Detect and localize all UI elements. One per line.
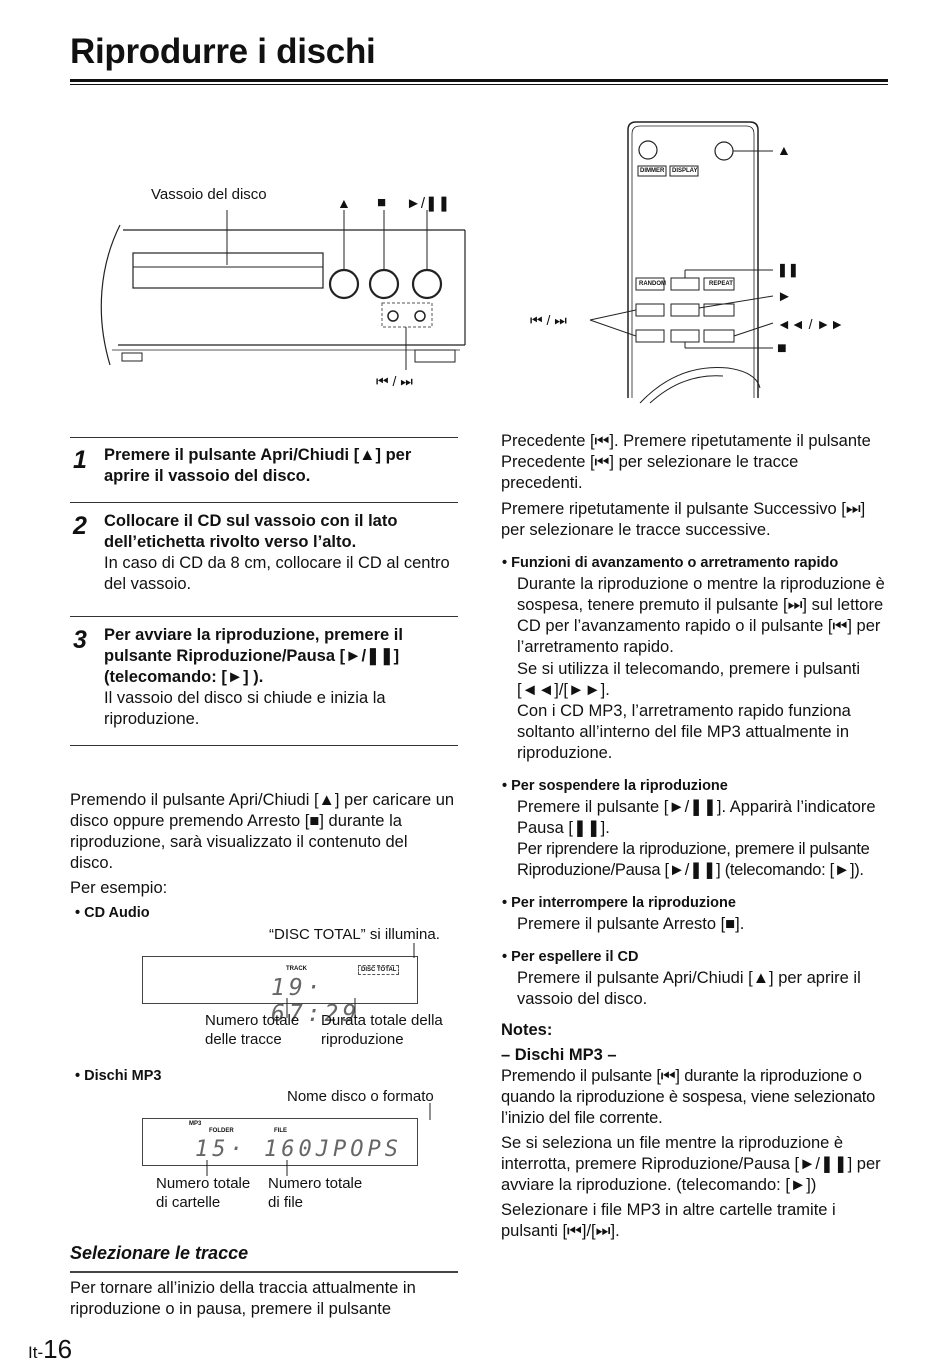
bullet-title-stop: • Per interrompere la riproduzione	[502, 895, 736, 911]
cd-audio-label: • CD Audio	[75, 905, 150, 921]
lcd1-caption-tracks: Numero totale delle tracce	[205, 1012, 300, 1048]
example-label: Per esempio:	[70, 879, 168, 897]
step-3-detail: Il vassoio del disco si chiude e inizia la riproduzione.	[104, 689, 386, 728]
notes-heading: Notes:	[501, 1021, 553, 1039]
remote-search-symbol: ◄◄ / ►►	[777, 316, 845, 332]
lcd2-leaders	[200, 1100, 440, 1180]
lcd2-caption-folders: Numero totale di cartelle	[156, 1175, 251, 1211]
mp3-label: • Dischi MP3	[75, 1068, 162, 1084]
lcd1-caption-time: Durata totale della riproduzione	[321, 1012, 443, 1048]
bullet-text-pause: Premere il pulsante [►/❚❚]. Apparirà l’indicatore Pausa [❚❚].	[517, 798, 876, 837]
note-3: Selezionare i file MP3 in altre cartelle tramite i pulsanti [⏮]/[⏭].	[501, 1201, 836, 1240]
lcd-track-label: TRACK	[286, 966, 307, 972]
step-divider	[70, 616, 458, 617]
step-number: 1	[73, 446, 87, 474]
title-rule	[70, 79, 888, 82]
remote-dimmer-label: DIMMER	[640, 168, 665, 174]
bullet-text-search: Durante la riproduzione o mentre la riproduzione è sospesa, tenere premuto il pulsante [⏭] sul lettore CD per l’avanzamento rapido o il pulsante [⏮] per l’arretramento rapido.	[517, 575, 885, 656]
step-2-text: Collocare il CD sul vassoio con il lato dell’etichetta rivolto verso l’alto.	[104, 512, 398, 551]
lcd-digits: 15· 160JPOPS	[195, 1137, 402, 1162]
step-2-detail: In caso di CD da 8 cm, collocare il CD al centro del vassoio.	[104, 554, 450, 593]
remote-random-label: RANDOM	[639, 281, 666, 287]
lcd-mp3-label: MP3	[189, 1121, 202, 1127]
bullet-title-eject: • Per espellere il CD	[502, 949, 639, 965]
lcd-folder-label: FOLDER	[209, 1128, 234, 1134]
page-title: Riprodurre i dischi	[70, 32, 376, 71]
remote-illustration	[528, 118, 848, 408]
lcd-disctotal-label: DISC TOTAL	[358, 965, 399, 975]
remote-repeat-label: REPEAT	[709, 281, 733, 287]
bullet-text-stop: Premere il pulsante Arresto [■].	[517, 915, 745, 933]
intro-paragraph: Premendo il pulsante Apri/Chiudi [▲] per caricare un disco oppure premendo Arresto [■] durante la riproduzione, sarà visualizzato il contenuto del disco.	[70, 791, 455, 872]
notes-subheading: – Dischi MP3 –	[501, 1046, 617, 1064]
tray-label: Vassoio del disco	[151, 186, 267, 203]
skip-symbol: ⏮ / ⏭	[376, 373, 413, 389]
right-paragraph-2: Premere ripetutamente il pulsante Successivo [⏭] per selezionare le tracce successive.	[501, 500, 866, 539]
step-divider	[70, 437, 458, 438]
section-heading: Selezionare le tracce	[70, 1243, 249, 1263]
bullet-title-search: • Funzioni di avanzamento o arretramento rapido	[502, 555, 839, 571]
title-rule-thin	[70, 84, 888, 85]
bullet-text-search-remote: Se si utilizza il telecomando, premere i pulsanti [◄◄]/[►►].	[517, 660, 860, 699]
step-1-text: Premere il pulsante Apri/Chiudi [▲] per aprire il vassoio del disco.	[104, 446, 412, 485]
lcd1-leaders	[200, 940, 420, 1020]
bullet-text-search-mp3: Con i CD MP3, l’arretramento rapido funziona soltanto all’interno del file MP3 attualmente in riproduzione.	[517, 702, 851, 762]
remote-display-label: DISPLAY	[672, 168, 698, 174]
remote-stop-symbol: ■	[777, 340, 787, 357]
step-number: 2	[73, 512, 87, 540]
remote-eject-symbol: ▲	[777, 142, 791, 158]
step-3-text: Per avviare la riproduzione, premere il pulsante Riproduzione/Pausa [►/❚❚] (telecomando: [►] ).	[104, 626, 403, 686]
page-number	[28, 1334, 72, 1365]
lcd-digits: 19· 67:29	[271, 975, 361, 1027]
bullet-text-resume: Per riprendere la riproduzione, premere il pulsante Riproduzione/Pausa [►/❚❚] (telecomando: [►]).	[517, 840, 870, 879]
step-divider	[70, 502, 458, 503]
bullet-title-pause: • Per sospendere la riproduzione	[502, 778, 728, 794]
note-1: Premendo il pulsante [⏮] durante la riproduzione o quando la riproduzione è sospesa, viene selezionato l’inizio del file corrente.	[501, 1067, 876, 1127]
section-paragraph: Per tornare all’inizio della traccia attualmente in riproduzione o in pausa, premere il pulsante	[70, 1279, 416, 1318]
disc-total-note: “DISC TOTAL” si illumina.	[269, 926, 440, 943]
cd-player-illustration	[90, 205, 480, 375]
lcd2-caption-files: Numero totale di file	[268, 1175, 363, 1211]
step-divider	[70, 745, 458, 746]
note-2: Se si seleziona un file mentre la riproduzione è interrotta, premere Riproduzione/Pausa [►/❚❚] per avviare la riproduzione. (telecomando: [►])	[501, 1134, 881, 1194]
bullet-text-eject: Premere il pulsante Apri/Chiudi [▲] per aprire il vassoio del disco.	[517, 969, 861, 1008]
step-number: 3	[73, 626, 87, 654]
right-paragraph-1: Precedente [⏮]. Premere ripetutamente il pulsante Precedente [⏮] per selezionare le tracce precedenti.	[501, 432, 871, 492]
mp3-note: Nome disco o formato	[287, 1088, 434, 1105]
playpause-symbol: ►/❚❚	[406, 195, 451, 212]
remote-pause-symbol: ❚❚	[777, 262, 799, 277]
section-rule	[70, 1271, 458, 1273]
remote-skip-symbol: ⏮ / ⏭	[530, 312, 567, 328]
stop-symbol: ■	[377, 194, 387, 211]
lcd-file-label: FILE	[274, 1128, 287, 1134]
eject-symbol: ▲	[337, 195, 351, 211]
page-prefix: It-	[28, 1343, 44, 1362]
page-number-value: 16	[43, 1334, 73, 1364]
remote-play-symbol: ►	[777, 288, 792, 305]
